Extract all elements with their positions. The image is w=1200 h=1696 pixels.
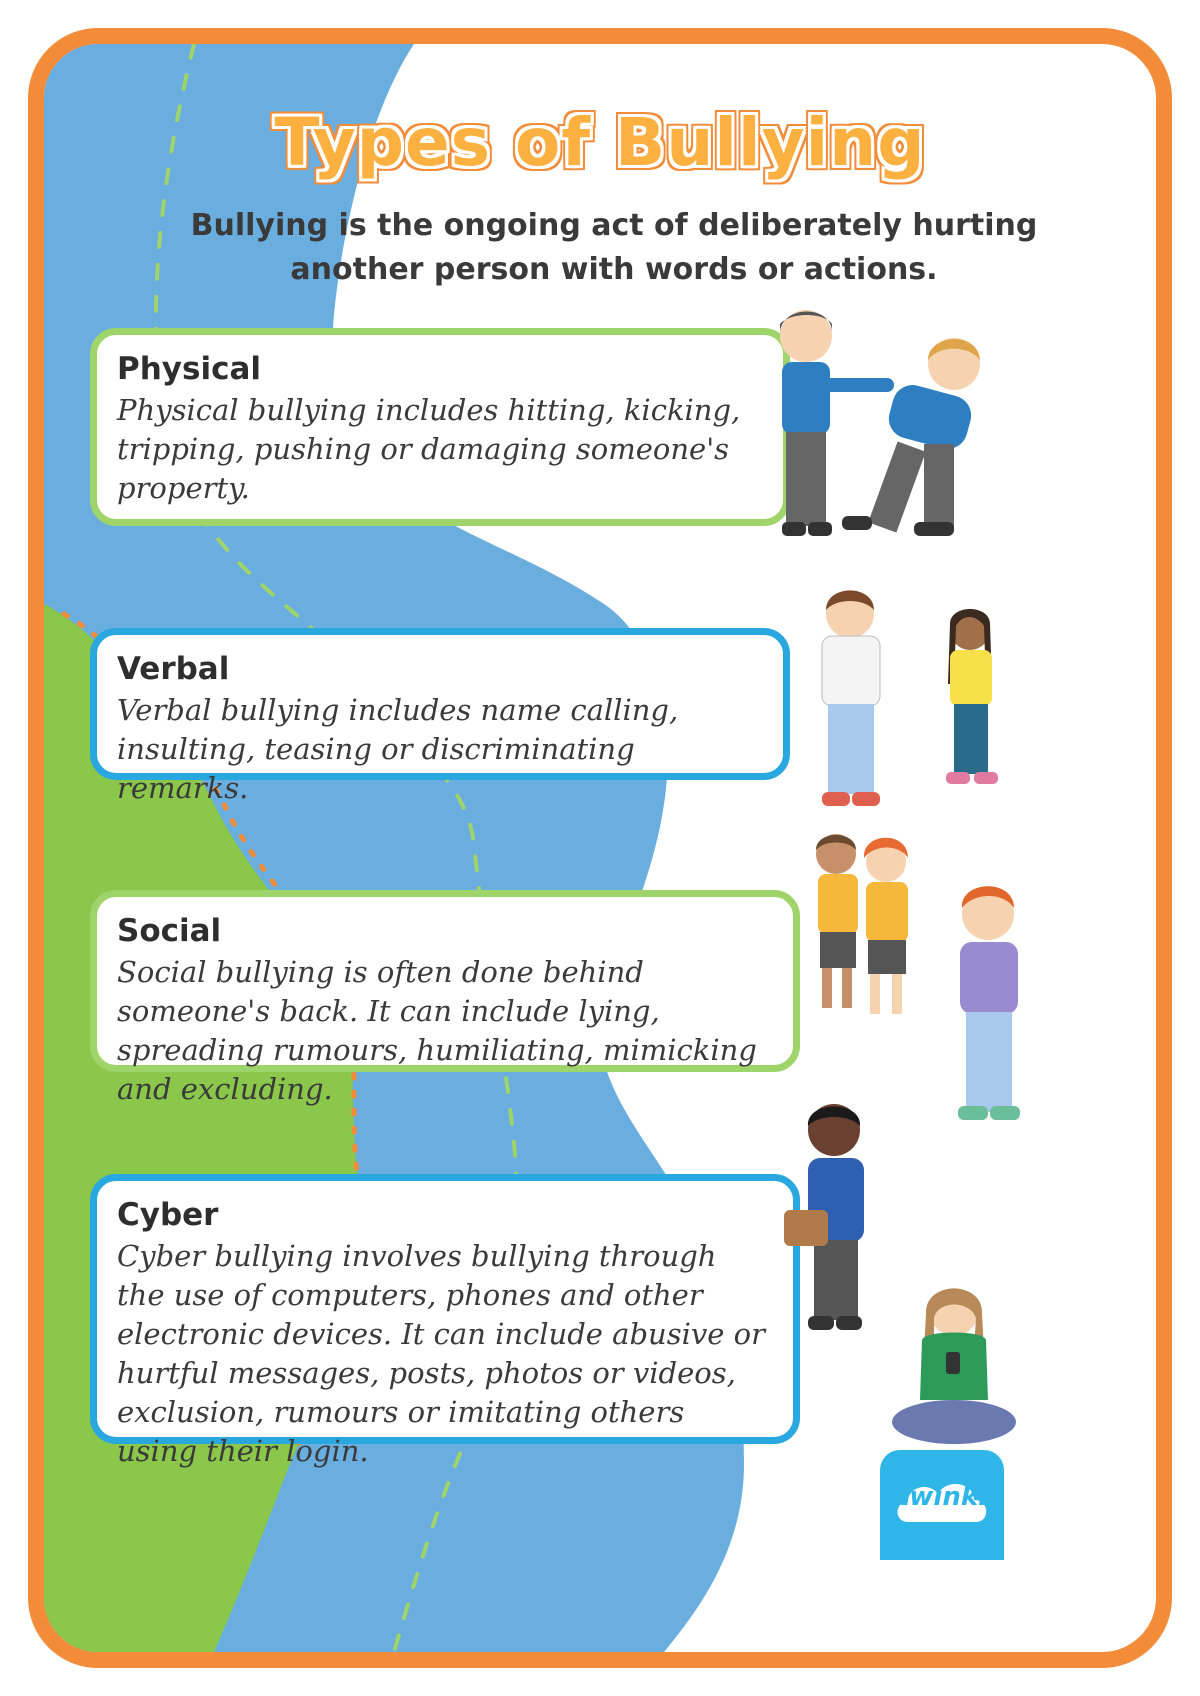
card-cyber: [90, 1174, 800, 1468]
logo-text: twinkl: [896, 1482, 988, 1512]
card-heading: Physical: [117, 351, 261, 387]
card-heading: Cyber: [117, 1197, 219, 1233]
poster-intro: Bullying is the ongoing act of deliberately hurting another person with words or actions.: [190, 208, 1038, 287]
card-physical: [90, 328, 790, 526]
card-heading: Social: [117, 913, 222, 949]
card-text: Verbal bullying includes name calling, insulting, teasing or discriminating remarks.: [117, 693, 679, 805]
phone-children-illustration: [774, 1090, 1034, 1460]
poster-title: Types of Bullying: [274, 104, 926, 181]
twinkl-logo: [880, 1450, 1004, 1560]
card-social: [90, 890, 800, 1106]
card-text: Physical bullying includes hitting, kicking, tripping, pushing or damaging someone's property.: [117, 393, 741, 505]
card-heading: Verbal: [117, 651, 230, 687]
poster-frame: [28, 28, 1172, 1668]
covering-ears-children-illustration: [800, 574, 1030, 824]
pushing-children-illustration: [764, 294, 1004, 554]
card-text: Social bullying is often done behind someone's back. It can include lying, spreading rumours, humiliating, mimicking and excluding.: [117, 955, 757, 1106]
card-verbal: [90, 628, 790, 805]
card-text: Cyber bullying involves bullying through the use of computers, phones and other electronic devices. It can include abusive or hurtful messages, posts, photos or videos, exclusion, rumours or imitating others using their login.: [117, 1239, 765, 1468]
